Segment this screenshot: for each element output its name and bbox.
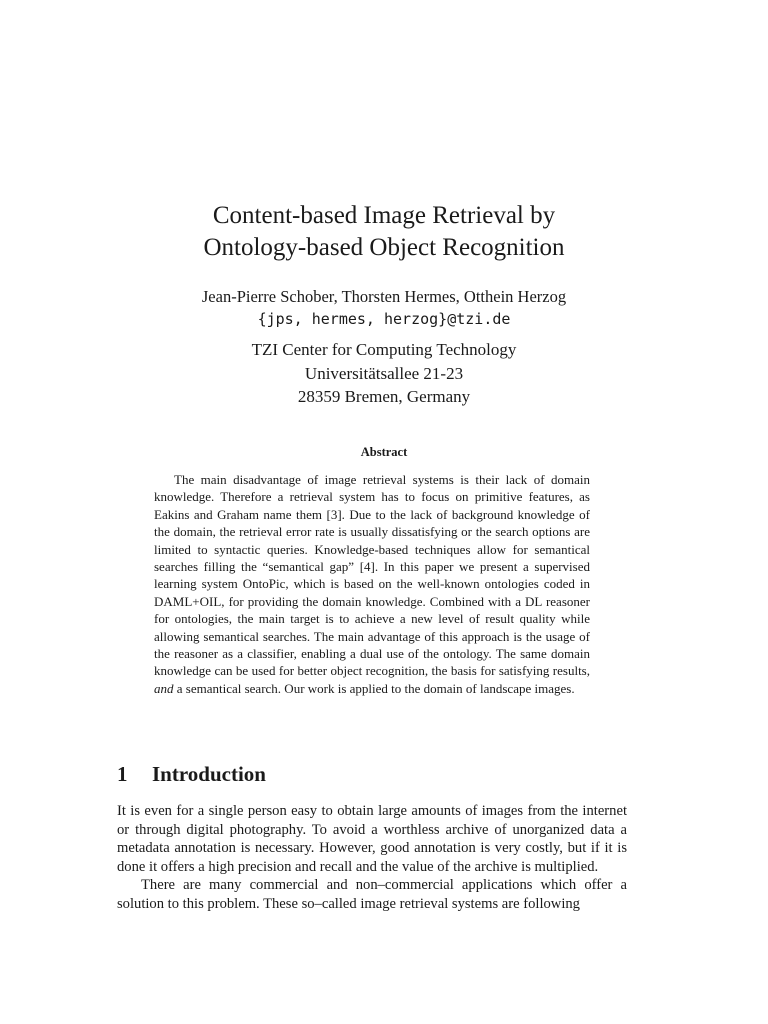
paragraph-1: It is even for a single person easy to obtain large amounts of images from the internet or through digital photography. To avoid a worthless archive of unorganized data a metadata annotation is necessary. However, good annotation is very costly, but if it is done it offers a high precision and recall and the value of the archive is multiplied. xyxy=(117,803,627,875)
section-heading xyxy=(117,762,266,787)
affiliation-line-1: TZI Center for Computing Technology xyxy=(251,340,517,359)
paper-title xyxy=(0,200,768,264)
section-title: Introduction xyxy=(152,762,266,786)
paragraph-2: There are many commercial and non–commercial applications which offer a solution to this problem. These so–called image retrieval systems are following xyxy=(117,877,627,912)
author-names: Jean-Pierre Schober, Thorsten Hermes, Otthein Herzog xyxy=(201,287,567,306)
title-line-2: Ontology-based Object Recognition xyxy=(203,234,565,261)
abstract-main: The main disadvantage of image retrieval systems is their lack of domain knowledge. Therefore a retrieval system has to focus on primitive features, as Eakins and Graham name them [3]. Due to the lack of background knowledge of the domain, the retrieval error rate is usually dissatisfying or the search options are limited to syntactic queries. Knowledge-based techniques allow for semantical searches filling the “semantical gap” [4]. In this paper we present a supervised learning system OntoPic, which is based on the well-known ontologies coded in DAML+OIL, for providing the domain knowledge. Combined with a DL reasoner for ontologies, the main target is to achieve a new level of result quality while allowing semantical searches. The main advantage of this approach is the usage of the reasoner as a classifier, enabling a dual use of the ontology. The same domain knowledge can be used for better object recognition, the basis for satisfying results, xyxy=(154,472,590,679)
author-email: {jps, hermes, herzog}@tzi.de xyxy=(257,310,511,328)
affiliation-line-3: 28359 Bremen, Germany xyxy=(297,387,471,406)
affiliation-block xyxy=(0,338,768,409)
abstract-tail: a semantical search. Our work is applied to the domain of landscape images. xyxy=(173,680,575,696)
section-body xyxy=(117,802,627,914)
author-block xyxy=(0,286,768,330)
abstract-emphasis: and xyxy=(154,680,174,696)
section-number: 1 xyxy=(117,762,128,786)
title-line-1: Content-based Image Retrieval by xyxy=(212,202,556,229)
affiliation-line-2: Universitätsallee 21-23 xyxy=(304,363,464,383)
abstract-text xyxy=(154,471,590,697)
abstract-heading: Abstract xyxy=(360,445,408,459)
